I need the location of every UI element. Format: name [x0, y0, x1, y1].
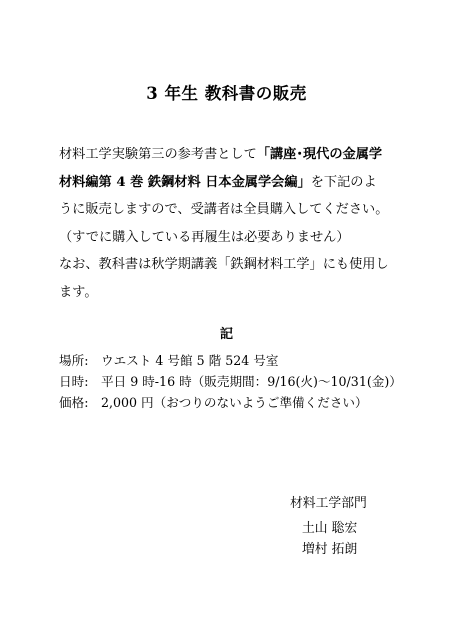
detail-row-price	[59, 392, 402, 413]
body-line-1-text: 材料工学実験第三の参考書として	[59, 147, 257, 162]
detail-value: 平日 9 時-16 時（販売期間：9/16(火)～10/31(金)）	[101, 374, 402, 389]
body-line-2-text: を下記のよ	[310, 174, 377, 190]
detail-row-time	[59, 371, 402, 392]
notes-heading: 記	[219, 327, 234, 342]
signatory-name-2: 増村 拓朗	[302, 542, 358, 557]
detail-label: 日時:	[59, 374, 89, 389]
body-line-1	[59, 141, 404, 169]
detail-label: 場所:	[59, 353, 89, 368]
page-title: 3 年生 教科書の販売	[146, 84, 307, 103]
details-list	[59, 350, 402, 413]
body-line-2	[59, 169, 404, 197]
body-line-6: ます。	[59, 284, 98, 300]
detail-row-location	[59, 350, 402, 371]
announcement-body	[59, 141, 404, 306]
textbook-title-part-1: 「講座･現代の金属学	[256, 147, 383, 162]
textbook-title-part-2: 材料編第 4 巻 鉄鋼材料 日本金属学会編」	[59, 174, 311, 190]
signatory-name-1: 土山 聡宏	[302, 521, 358, 536]
detail-label: 価格:	[59, 395, 89, 410]
body-line-5: なお、教科書は秋学期講義「鉄鋼材料工学」にも使用し	[59, 257, 389, 272]
detail-value: 2,000 円（おつりのないようご準備ください）	[101, 395, 368, 410]
department-name: 材料工学部門	[290, 496, 367, 511]
body-line-3: うに販売しますので、受講者は全員購入してください。	[59, 202, 389, 217]
body-line-4: （すでに購入している再履生は必要ありません）	[59, 229, 350, 245]
detail-value: ウエスト 4 号館 5 階 524 号室	[101, 353, 279, 368]
signature-block	[290, 493, 367, 560]
